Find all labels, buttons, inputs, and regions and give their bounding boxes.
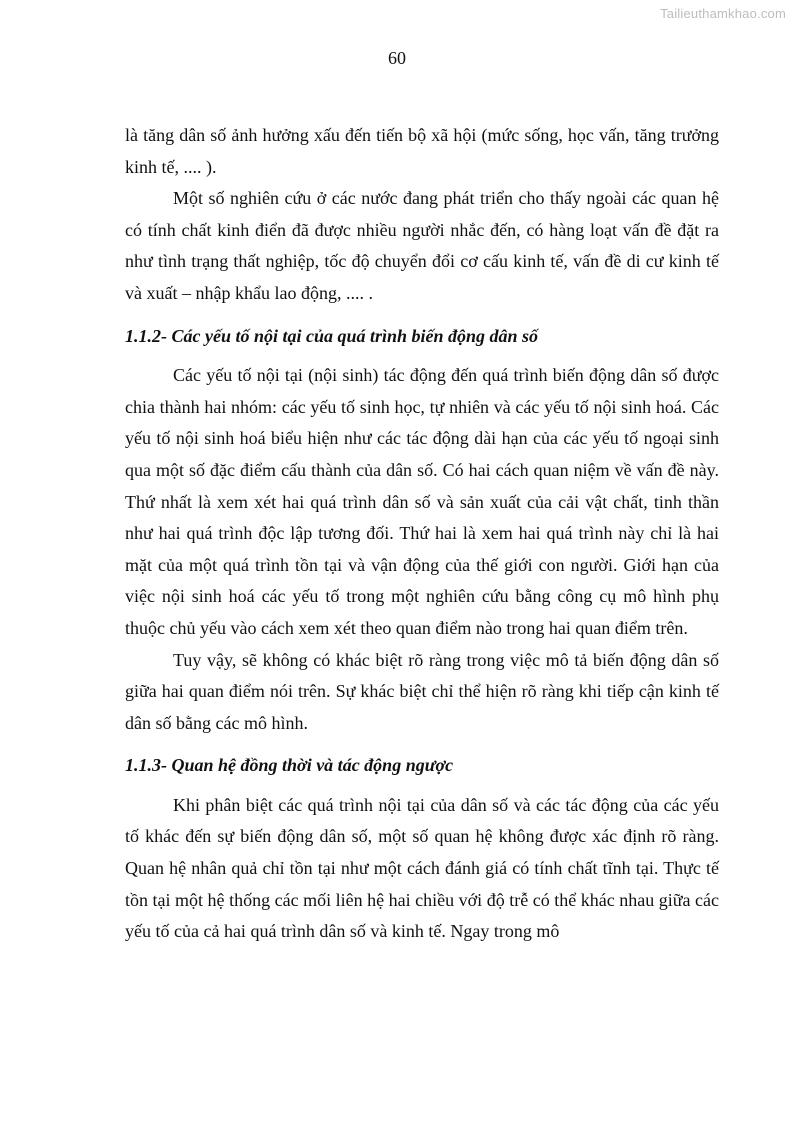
paragraph-internal-factors: Các yếu tố nội tại (nội sinh) tác động đến quá trình biến động dân số được chia thành hai nhóm: các yếu tố sinh học, tự nhiên và các yếu tố nội sinh hoá. Các yếu tố nội sinh hoá biểu hiện như các tác động dài hạn của các yếu tố ngoại sinh qua một số đặc điểm cấu thành của dân số. Có hai cách quan niệm về vấn đề này. Thứ nhất là xem xét hai quá trình dân số và sản xuất của cải vật chất, tinh thần như hai quá trình độc lập tương đối. Thứ hai là xem hai quá trình này chỉ là hai mặt của một quá trình tồn tại và vận động của thế giới con người. Giới hạn của việc nội sinh hoá các yếu tố trong một nghiên cứu bằng công cụ mô hình phụ thuộc chủ yếu vào cách xem xét theo quan điểm nào trong hai quan điểm trên. [125,365,719,638]
section-heading-1-1-3: 1.1.3- Quan hệ đồng thời và tác động ngược [125,755,454,776]
paragraph-research: Một số nghiên cứu ở các nước đang phát triển cho thấy ngoài các quan hệ có tính chất kinh điển đã được nhiều người nhắc đến, có hàng loạt vấn đề đặt ra như tình trạng thất nghiệp, tốc độ chuyển đổi cơ cấu kinh tế, vấn đề di cư kinh tế và xuất – nhập khẩu lao động, .... . [125,188,719,303]
page-number: 60 [388,48,406,68]
paragraph-simultaneous-relations: Khi phân biệt các quá trình nội tại của dân số và các tác động của các yếu tố khác đến sự biến động dân số, một số quan hệ không được xác định rõ ràng. Quan hệ nhân quả chỉ tồn tại như một cách đánh giá có tính chất tĩnh tại. Thực tế tồn tại một hệ thống các mối liên hệ hai chiều với độ trễ có thể khác nhau giữa các yếu tố của cả hai quá trình dân số và kinh tế. Ngay trong mô [125,794,719,942]
paragraph-continuation: là tăng dân số ảnh hưởng xấu đến tiến bộ xã hội (mức sống, học vấn, tăng trưởng kinh tế, .... ). [125,125,719,177]
paragraph-no-difference: Tuy vậy, sẽ không có khác biệt rõ ràng trong việc mô tả biến động dân số giữa hai quan điểm nói trên. Sự khác biệt chỉ thể hiện rõ ràng khi tiếp cận kinh tế dân số bằng các mô hình. [125,649,719,733]
section-heading-1-1-2: 1.1.2- Các yếu tố nội tại của quá trình biến động dân số [125,325,539,346]
document-body [125,120,719,948]
watermark: Tailieuthamkhao.com [660,6,786,21]
